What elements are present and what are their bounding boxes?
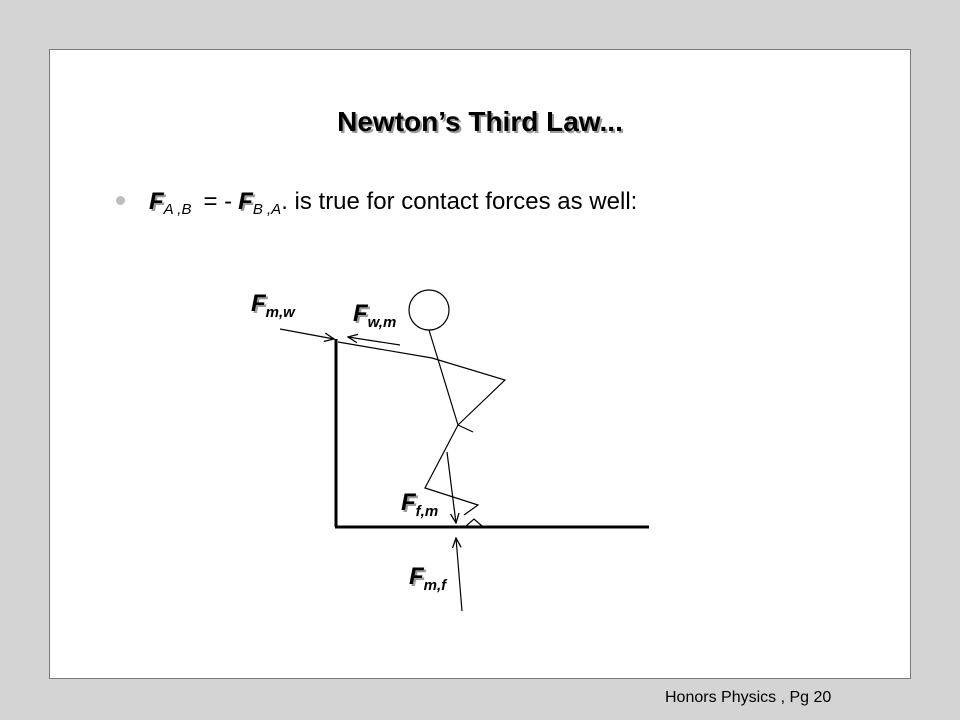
force-subscript-ab: A ,B xyxy=(163,201,192,218)
force-symbol-ba: F xyxy=(238,188,253,215)
label-f-mf: Fm,f xyxy=(409,563,447,594)
label-f-fm: Ff,m xyxy=(401,489,439,520)
arrow-f-mf xyxy=(456,538,462,611)
slide-footer: Honors Physics , Pg 20 xyxy=(665,689,832,706)
label-f-mw: Fm,w xyxy=(251,290,295,321)
figure-head xyxy=(409,290,449,330)
force-symbol-ab: F xyxy=(149,188,164,215)
bullet-text: . is true for contact forces as well: xyxy=(281,188,638,215)
arrow-f-wm xyxy=(348,337,400,345)
equals-minus: = - xyxy=(203,188,233,215)
force-subscript-ba: B ,A xyxy=(252,201,282,218)
label-f-wm: Fw,m xyxy=(353,300,397,331)
slide-title: Newton’s Third Law... xyxy=(337,106,623,137)
arrow-f-fm xyxy=(447,452,456,523)
arrow-f-mw xyxy=(280,329,334,339)
